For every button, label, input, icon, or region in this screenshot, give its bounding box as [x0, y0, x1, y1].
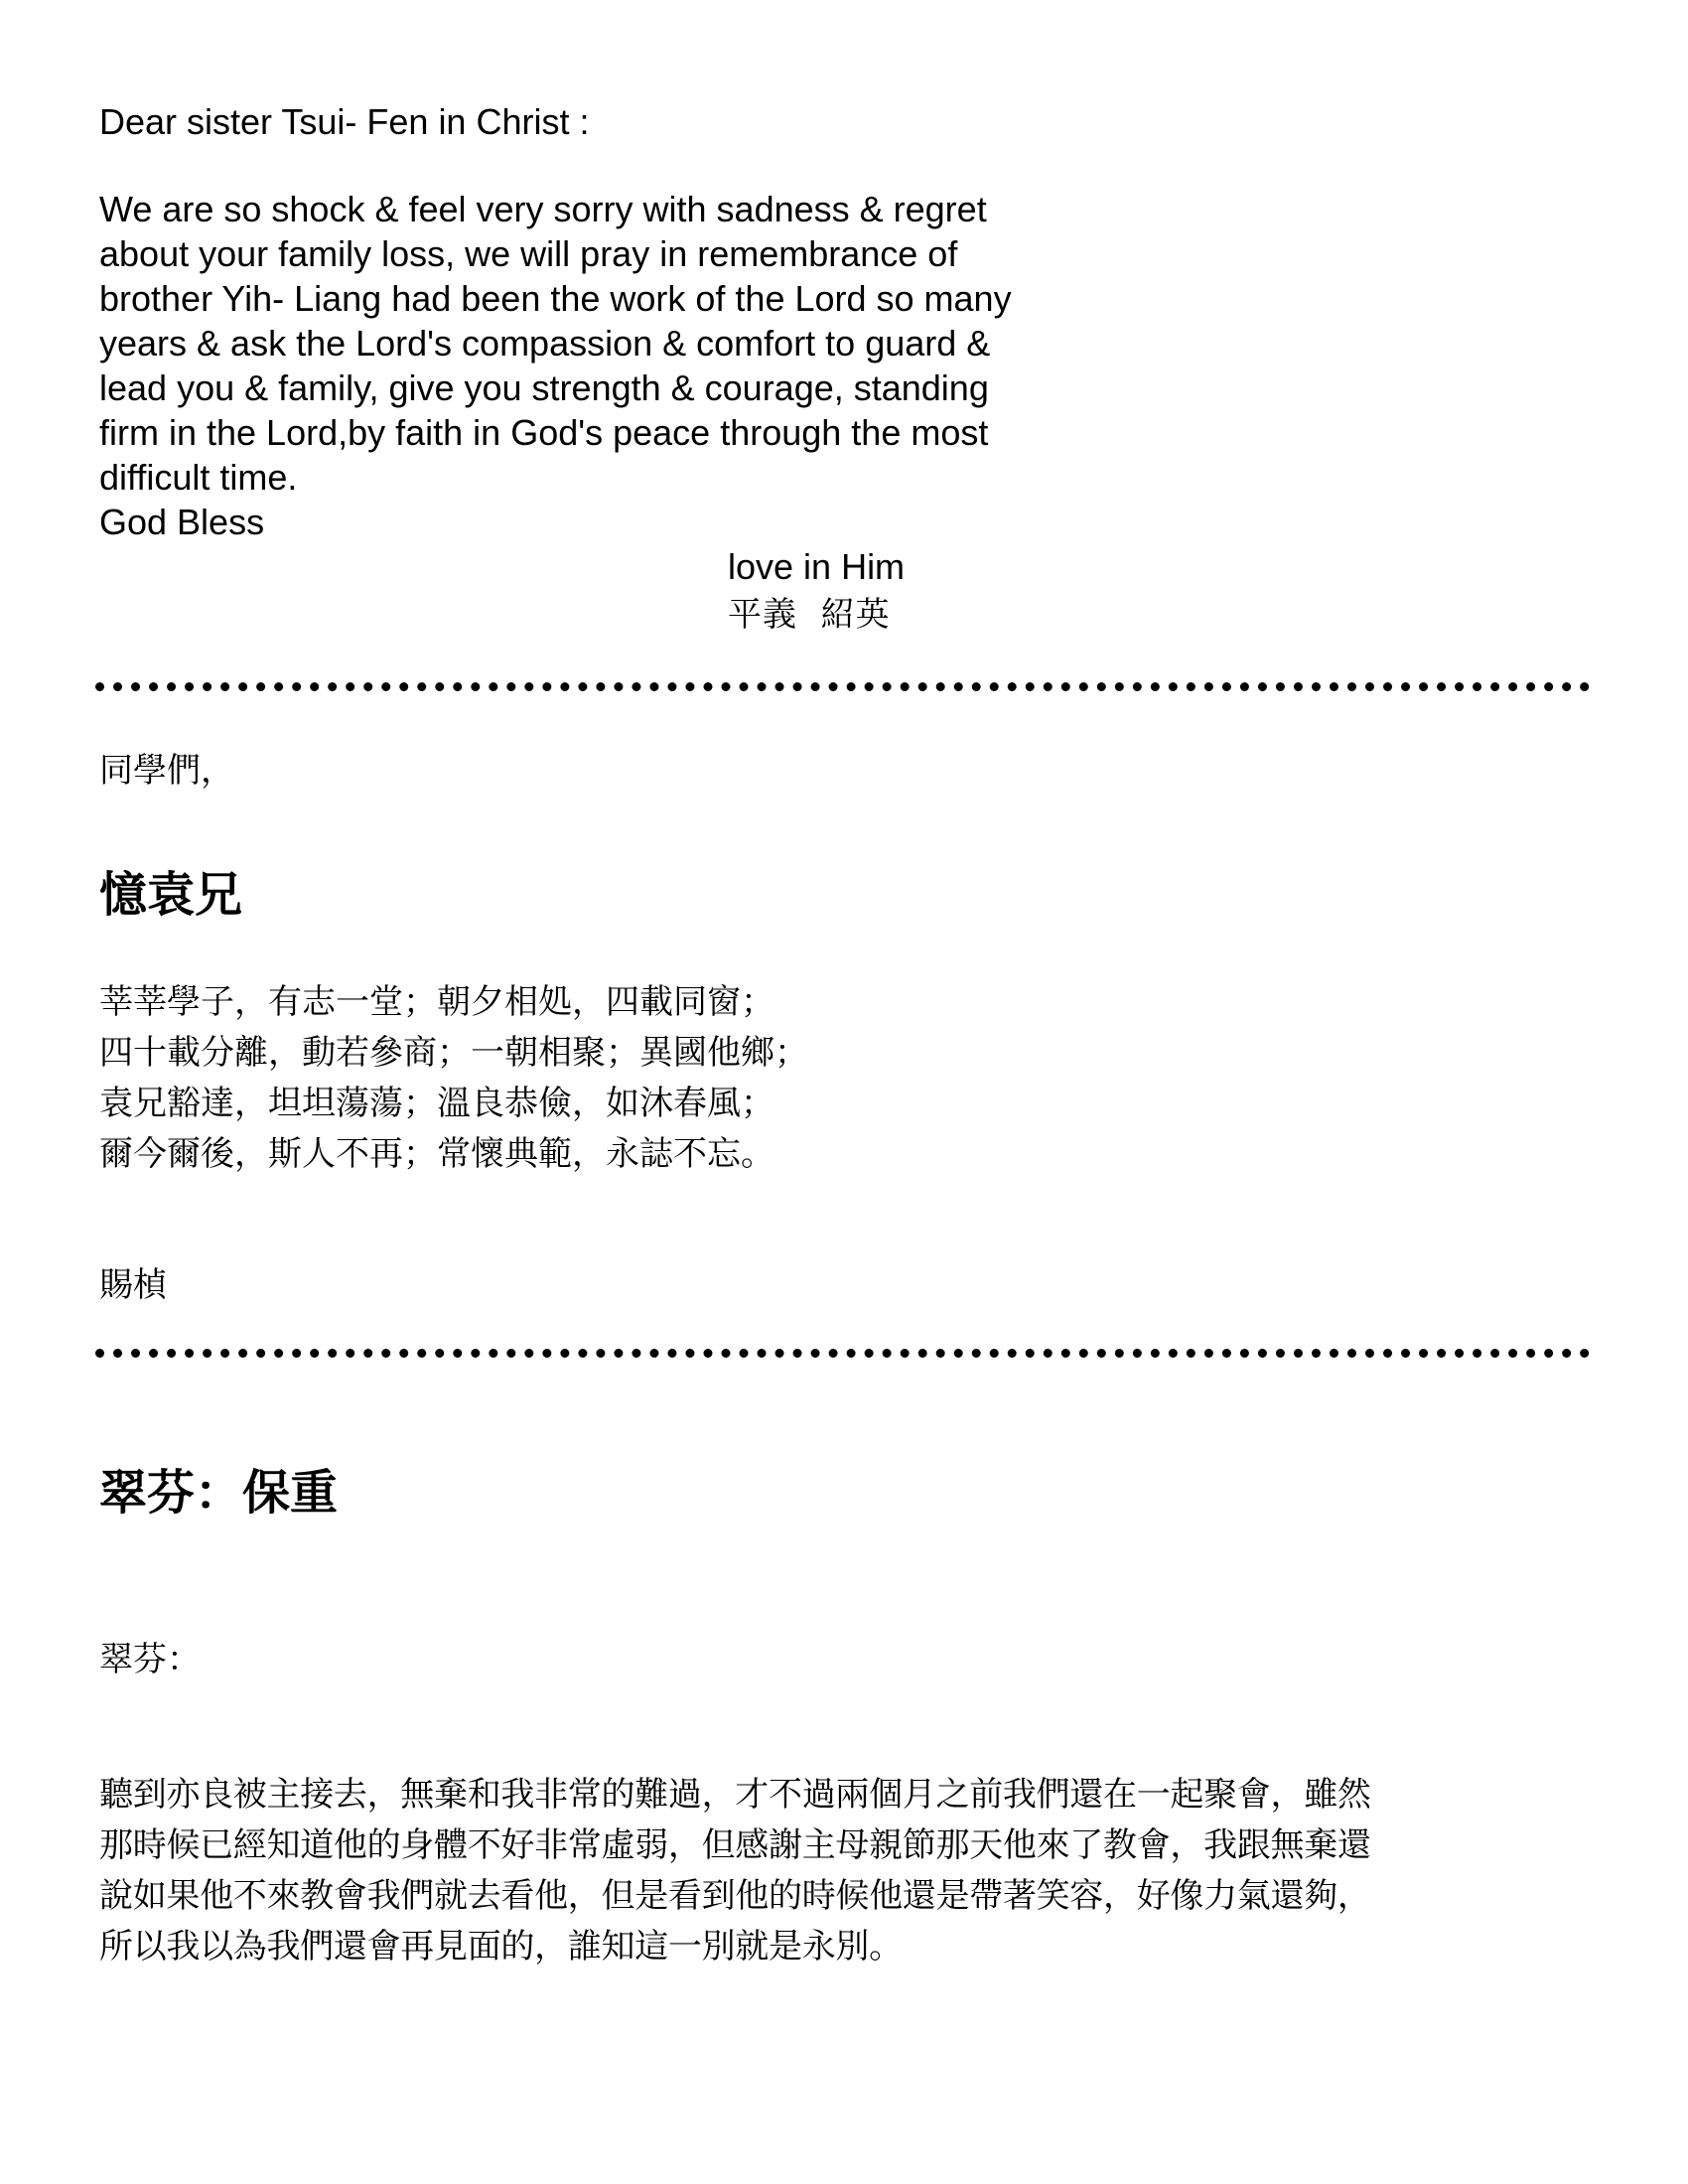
poem-title: 憶袁兄	[99, 867, 243, 923]
letter-zh-body-line: 聽到亦良被主接去，無棄和我非常的難過，才不過兩個月之前我們還在一起聚會，雖然	[99, 1775, 1371, 1815]
letter-en-body-line: brother Yih- Liang had been the work of the Lord so many	[99, 278, 1012, 319]
letter-zh-body-line: 那時候已經知道他的身體不好非常虛弱，但感謝主母親節那天他來了教會，我跟無棄還	[99, 1825, 1371, 1865]
poem-greeting: 同學們，	[99, 751, 234, 791]
poem-line: 爾今爾後，斯人不再；常懷典範，永誌不忘。	[99, 1134, 774, 1174]
letter-en-blessing: God Bless	[99, 502, 265, 542]
letter-en-salutation: Dear sister Tsui- Fen in Christ :	[99, 101, 590, 142]
letter-en-body-line: firm in the Lord,by faith in God's peace through the most	[99, 412, 989, 453]
poem-line: 袁兄豁達，坦坦蕩蕩；溫良恭儉，如沐春風；	[99, 1084, 774, 1123]
poem-signature: 賜楨	[99, 1265, 167, 1305]
letter-zh-body-line: 所以我以為我們還會再見面的，誰知這一別就是永別。	[99, 1927, 903, 1966]
letter-zh-title: 翠芬：保重	[99, 1465, 339, 1521]
letter-en-closing: love in Him	[728, 546, 906, 587]
poem-line: 四十載分離，動若參商；一朝相聚；異國他鄉；	[99, 1033, 808, 1073]
letter-zh-body	[99, 1770, 1371, 1972]
letter-zh-salutation: 翠芬：	[99, 1640, 201, 1679]
letter-en-body-line: about your family loss, we will pray in remembrance of	[99, 233, 958, 274]
letter-en-signature: 平義 紹英	[728, 595, 891, 635]
letter-zh-body-line: 說如果他不來教會我們就去看他，但是看到他的時候他還是帶著笑容，好像力氣還夠，	[99, 1876, 1371, 1916]
letter-en-body-line: We are so shock & feel very sorry with sadness & regret	[99, 189, 987, 229]
section-divider	[95, 682, 1590, 691]
letter-en-body-line: lead you & family, give you strength & courage, standing	[99, 367, 989, 408]
letter-en-body	[99, 187, 1012, 544]
poem-line: 莘莘學子，有志一堂；朝夕相処，四載同窗；	[99, 982, 774, 1022]
section-divider	[95, 1349, 1590, 1358]
letter-en-body-line: difficult time.	[99, 457, 298, 498]
letter-en-body-line: years & ask the Lord's compassion & comfort to guard &	[99, 323, 991, 364]
poem-body	[99, 977, 808, 1180]
